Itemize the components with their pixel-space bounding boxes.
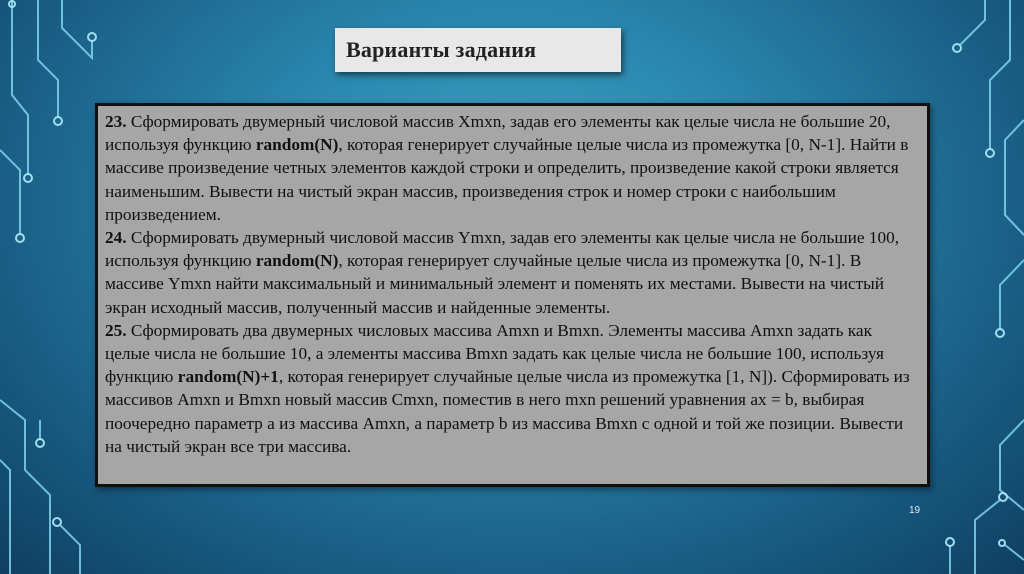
function-name: random(N): [255, 135, 339, 155]
page-number: 19: [909, 505, 921, 516]
task-text: Сформировать два двумерных числовых массива Amxn и Bmxn. Элементы массива Amxn задать как целые числа не большие 10, а элементы массива Bmxn задать как целые числа не большие 100, используя функцию: [105, 320, 884, 387]
content-box: [95, 103, 930, 487]
task-number: 24.: [105, 228, 127, 248]
function-name: random(N)+1: [177, 367, 279, 387]
task-number: 23.: [105, 112, 127, 131]
task-text: , которая генерирует случайные целые числа из промежутка [1, N]). Сформировать из массивов Amxn и Bmxn новый массив Cmxn, поместив в него mxn решений уравнения ax = b, выбирая поочередно параметр a из массива Amxn, а параметр b из массива Bmxn с одной и той же позиции. Вывести на чистый экран все три массива.: [105, 367, 910, 456]
task-number: 25.: [105, 320, 127, 340]
title-box: [335, 28, 621, 72]
function-name: random(N): [255, 251, 339, 271]
task-text: Сформировать двумерный числовой массив Xmxn, задав его элементы как целые числа не большие 20, используя функцию: [105, 112, 891, 155]
task-23: [105, 110, 917, 226]
task-24: [105, 226, 917, 319]
task-text: , которая генерирует случайные целые числа из промежутка [0, N-1]. Найти в массиве произведение четных элементов каждой строки и определить, произведение какой строки является наименьшим. Вывести на чистый экран массив, произведения строк и номер строки с наибольшим произведением.: [105, 135, 909, 224]
task-text: Сформировать двумерный числовой массив Ymxn, задав его элементы как целые числа не большие 100, используя функцию: [105, 228, 900, 271]
slide-title: Варианты задания: [346, 37, 537, 62]
task-25: [105, 319, 917, 458]
task-text: , которая генерирует случайные целые числа из промежутка [0, N-1]. В массиве Ymxn найти максимальный и минимальный элемент и поменять их местами. Вывести на чистый экран исходный массив, полученный массив и найденные элементы.: [105, 251, 885, 317]
